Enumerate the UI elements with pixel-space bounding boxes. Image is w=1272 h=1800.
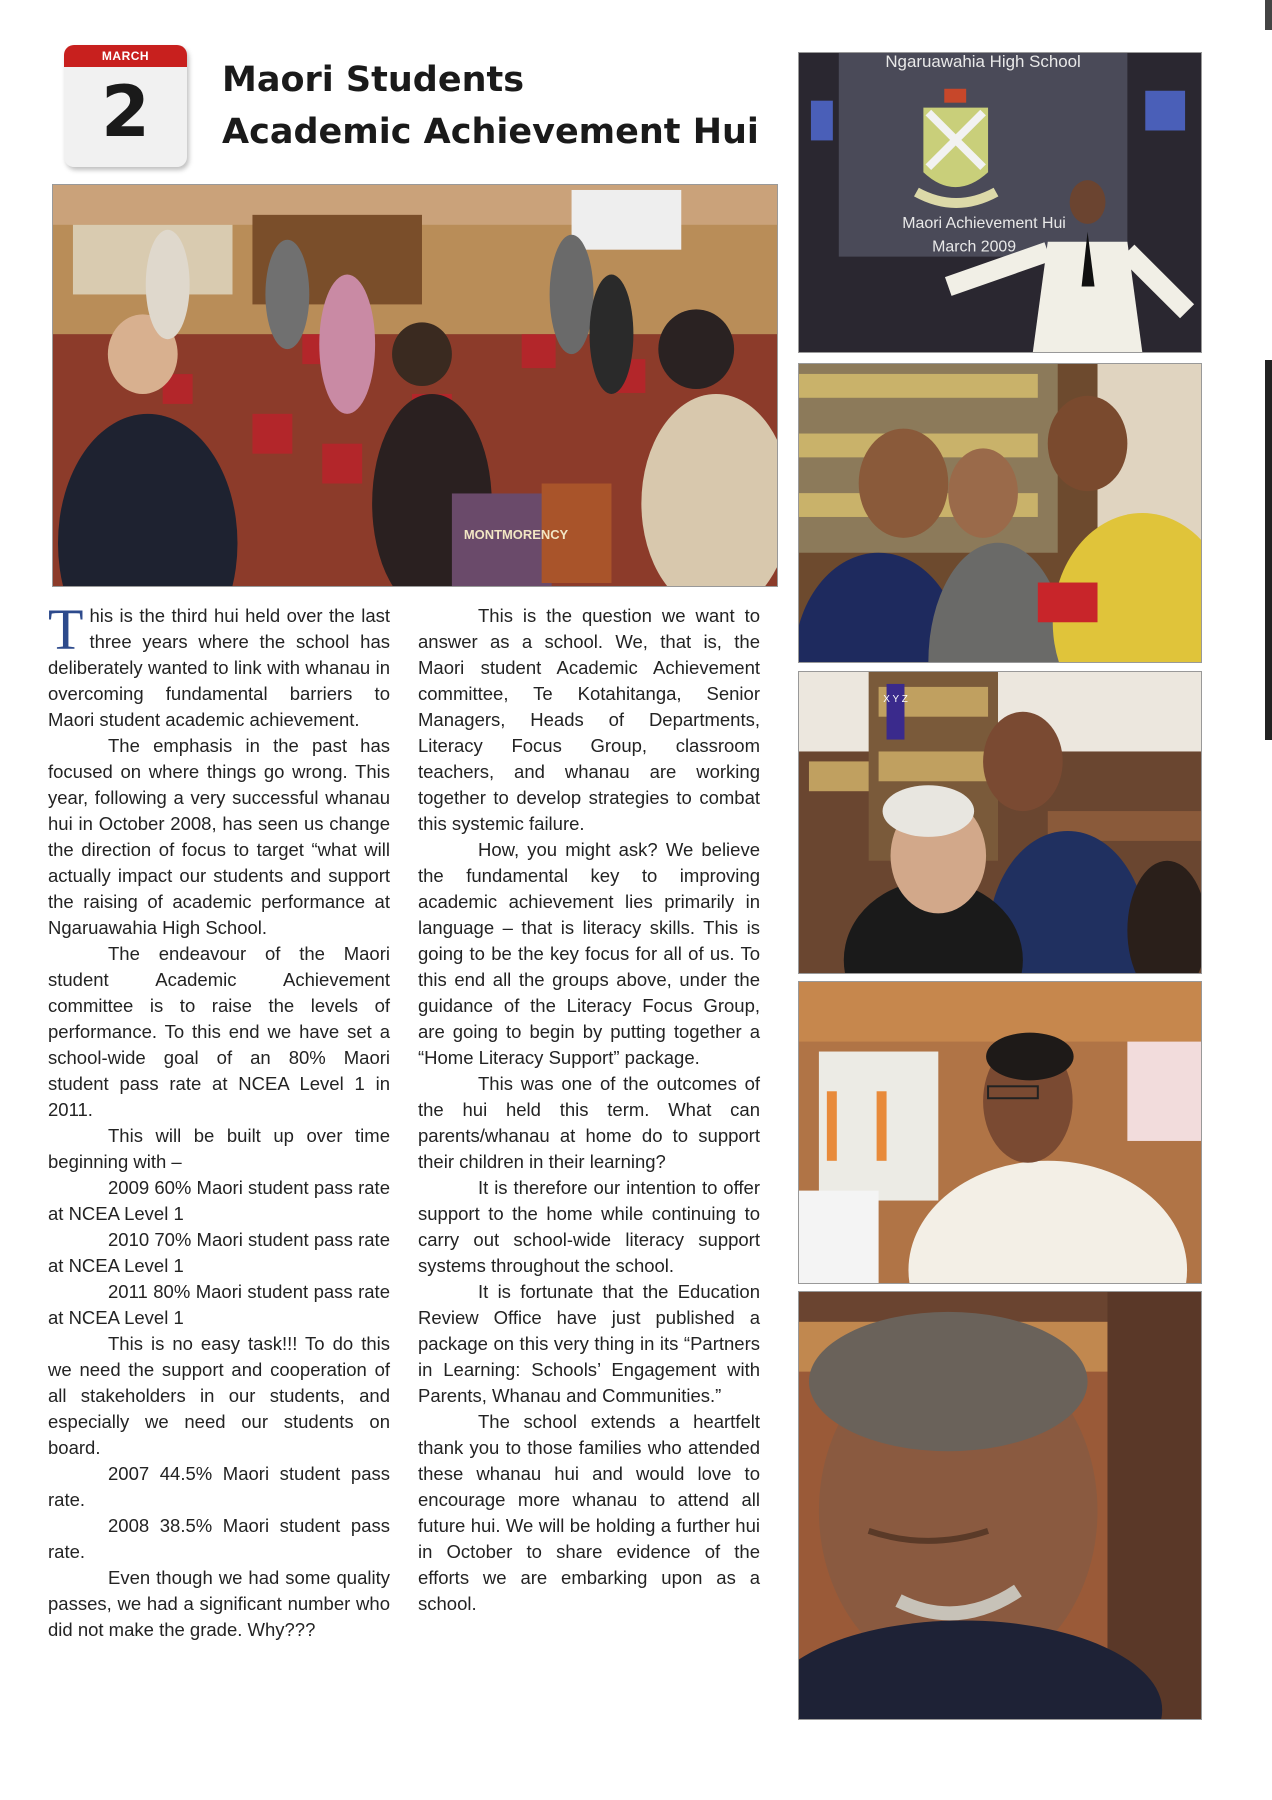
speaker-image [799, 53, 1201, 352]
photo-man-glasses [798, 981, 1202, 1284]
page-edge-mark [1265, 0, 1272, 30]
title-line-1: Maori Students [222, 60, 525, 100]
article-column-2 [418, 603, 760, 1617]
slide-school-text: Ngaruawahia High School [885, 53, 1081, 71]
paragraph: This was one of the outcomes of the hui held this term. What can parents/whanau at home do to support their children in their learning? [418, 1073, 760, 1172]
paragraph: It is therefore our intention to offer support to the home while continuing to carry out school-wide literacy support systems throughout the school. [418, 1177, 760, 1276]
paragraph: This is the question we want to answer as a school. We, that is, the Maori student Academic Achievement committee, Te Kotahitanga, Senior Managers, Heads of Departments, Literacy Focus Group, classroom teachers, and whanau are working together to develop strategies to combat this systemic failure. [418, 605, 760, 834]
xyz-sign-text: X Y Z [883, 693, 908, 705]
slide-date-text: March 2009 [932, 238, 1017, 256]
paragraph: The school extends a heartfelt thank you to those families who attended these whanau hui and would love to encourage more whanau to attend all future hui. We will be holding a further hui in October to share evidence of the efforts we are embarking upon as a school. [418, 1411, 760, 1614]
paragraph: It is fortunate that the Education Review Office have just published a package on this very thing in its “Partners in Learning: Schools’ Engagement with Parents, Whanau and Communities.” [418, 1281, 760, 1406]
photo-elders-seated [798, 671, 1202, 974]
paragraph: The endeavour of the Maori student Academic Achievement committee is to raise the levels of performance. To this end we have set a school-wide goal of an 80% Maori student pass rate at NCEA Level 1 in 2011. [48, 943, 390, 1120]
three-whanau-image [799, 364, 1201, 662]
man-glasses-image [799, 982, 1201, 1283]
library-group-image [53, 185, 777, 586]
pass-rate-target: 2010 70% Maori student pass rate at NCEA Level 1 [48, 1229, 390, 1276]
photo-three-whanau [798, 363, 1202, 663]
title-line-2: Academic Achievement Hui [222, 112, 759, 152]
page-title [222, 54, 759, 158]
pass-rate-history: 2008 38.5% Maori student pass rate. [48, 1515, 390, 1562]
elder-closeup-image [799, 1292, 1201, 1719]
page-edge-mark [1265, 360, 1272, 740]
pass-rate-target: 2011 80% Maori student pass rate at NCEA Level 1 [48, 1281, 390, 1328]
photo-speaker [798, 52, 1202, 353]
photo-elder-closeup [798, 1291, 1202, 1720]
date-month: MARCH [64, 45, 187, 67]
pass-rate-target: 2009 60% Maori student pass rate at NCEA Level 1 [48, 1177, 390, 1224]
slide-event-text: Maori Achievement Hui [902, 214, 1066, 232]
pass-rate-history: 2007 44.5% Maori student pass rate. [48, 1463, 390, 1510]
paragraph: This will be built up over time beginning with – [48, 1125, 390, 1172]
article-column-1 [48, 597, 390, 1643]
drop-cap: T [48, 597, 84, 662]
paragraph: Even though we had some quality passes, we had a significant number who did not make the grade. Why??? [48, 1567, 390, 1640]
elders-seated-image [799, 672, 1201, 973]
paragraph: This is no easy task!!! To do this we need the support and cooperation of all stakeholders in our students, and especially we need our students on board. [48, 1333, 390, 1458]
photo-library-group [52, 184, 778, 587]
paragraph: The emphasis in the past has focused on where things go wrong. This year, following a very successful whanau hui in October 2008, has seen us change the direction of focus to target “what will actually impact our students and support the raising of academic performance at Ngaruawahia High School. [48, 735, 390, 938]
book-title-text: MONTMORENCY [463, 527, 569, 543]
date-badge [64, 45, 187, 167]
paragraph [48, 597, 390, 733]
paragraph: How, you might ask? We believe the fundamental key to improving academic achievement lies primarily in language – that is literacy skills. This is going to be the key focus for all of us. To this end all the groups above, under the guidance of the Literacy Focus Group, are going to begin by putting together a “Home Literacy Support” package. [418, 839, 760, 1068]
paragraph-text: his is the third hui held over the last three years where the school has deliberately wanted to link with whanau in overcoming fundamental barriers to Maori student academic achievement. [48, 605, 390, 730]
date-day: 2 [101, 71, 150, 153]
